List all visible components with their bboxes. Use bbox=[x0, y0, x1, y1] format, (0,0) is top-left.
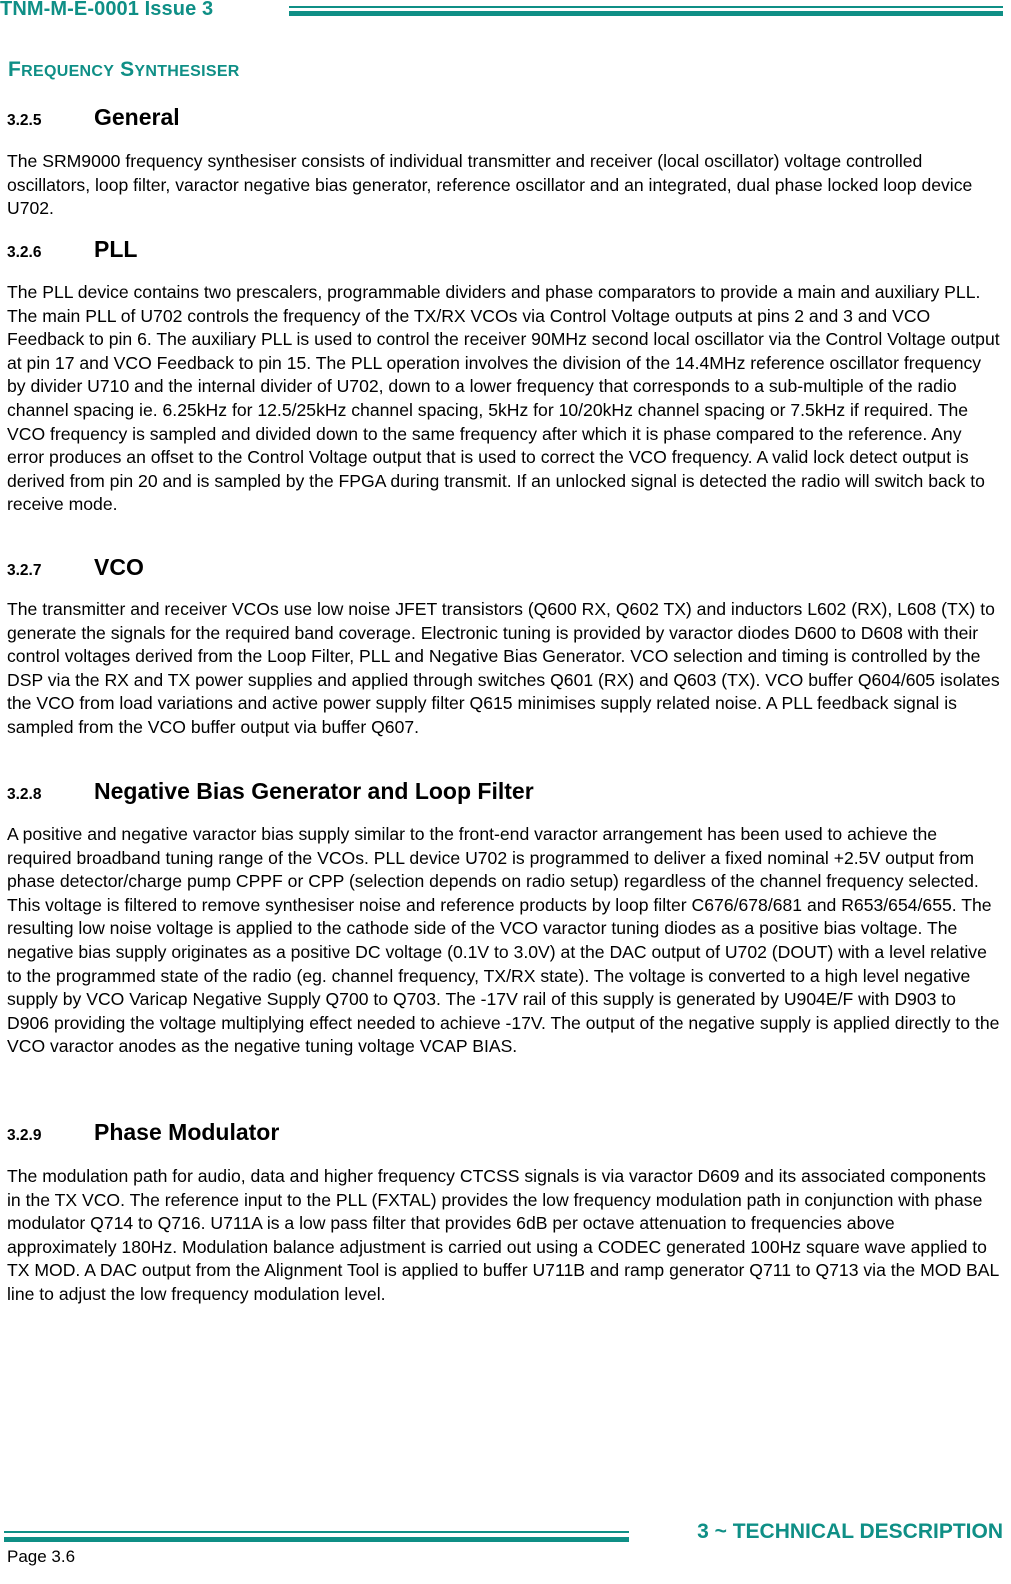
subsection-heading-general bbox=[7, 104, 180, 131]
paragraph-phase-modulator: The modulation path for audio, data and higher frequency CTCSS signals is via varactor D609 and its associated components in the TX VCO. The reference input to the PLL (FXTAL) provides the low frequency modulation path in conjunction with phase modulator Q714 to Q716. U711A is a low pass filter that provides 6dB per octave attenuation to frequencies above approximately 180Hz. Modulation balance adjustment is carried out using a CODEC generated 100Hz square wave applied to TX MOD. A DAC output from the Alignment Tool is applied to buffer U711B and ramp generator Q711 to Q713 via the MOD BAL line to adjust the low frequency modulation level. bbox=[7, 1166, 999, 1304]
subsection-title: Phase Modulator bbox=[94, 1119, 280, 1145]
section-title: FREQUENCY SYNTHESISER bbox=[8, 58, 240, 81]
header-rule-bottom bbox=[289, 11, 1003, 16]
subsection-title: General bbox=[94, 104, 180, 130]
subsection-number: 3.2.8 bbox=[7, 786, 42, 803]
subsection-title: VCO bbox=[94, 554, 144, 580]
subsection-number: 3.2.5 bbox=[7, 112, 42, 129]
footer-rule-bottom bbox=[4, 1537, 629, 1542]
document-id: TNM-M-E-0001 Issue 3 bbox=[0, 0, 214, 20]
paragraph-negative-bias: A positive and negative varactor bias supply similar to the front-end varactor arrangement has been used to achieve the required broadband tuning range of the VCOs. PLL device U702 is programmed to deliver a fixed nominal +2.5V output from phase detector/charge pump CPPF or CPP (selection depends on radio setup) regardless of the channel frequency selected. This voltage is filtered to remove synthesiser noise and reference products by loop filter C676/678/681 and R653/654/655. The resulting low noise voltage is applied to the cathode side of the VCO varactor tuning diodes as a positive bias voltage. The negative bias supply originates as a positive DC voltage (0.1V to 3.0V) at the DAC output of U702 (DOUT) with a level relative to the programmed state of the radio (eg. channel frequency, TX/RX state). The voltage is converted to a high level negative supply by VCO Varicap Negative Supply Q700 to Q703. The -17V rail of this supply is generated by U904E/F with D903 to D906 providing the voltage multiplying effect needed to achieve -17V. The output of the negative supply is applied directly to the VCO varactor anodes as the negative tuning voltage VCAP BIAS. bbox=[7, 824, 1000, 1057]
subsection-heading-pll bbox=[7, 236, 137, 263]
subsection-title: PLL bbox=[94, 236, 138, 262]
paragraph-vco: The transmitter and receiver VCOs use low noise JFET transistors (Q600 RX, Q602 TX) and inductors L602 (RX), L608 (TX) to generate the signals for the required band coverage. Electronic tuning is provided by varactor diodes D600 to D608 with their control voltages derived from the Loop Filter, PLL and Negative Bias Generator. VCO selection and timing is controlled by the DSP via the RX and TX power supplies and applied through switches Q601 (RX) and Q603 (TX). VCO buffer Q604/605 isolates the VCO from load variations and active power supply filter Q615 minimises supply related noise. A PLL feedback signal is sampled from the VCO buffer output via buffer Q607. bbox=[7, 599, 1000, 737]
subsection-title: Negative Bias Generator and Loop Filter bbox=[94, 778, 534, 804]
subsection-number: 3.2.7 bbox=[7, 562, 42, 579]
chapter-title: 3 ~ TECHNICAL DESCRIPTION bbox=[697, 1520, 1003, 1543]
subsection-heading-negative-bias bbox=[7, 778, 534, 805]
subsection-number: 3.2.9 bbox=[7, 1127, 42, 1144]
paragraph-general: The SRM9000 frequency synthesiser consists of individual transmitter and receiver (local oscillator) voltage controlled oscillators, loop filter, varactor negative bias generator, reference oscillator and an integrated, dual phase locked loop device U702. bbox=[7, 151, 973, 219]
subsection-heading-vco bbox=[7, 554, 144, 581]
paragraph-pll: The PLL device contains two prescalers, programmable dividers and phase comparators to provide a main and auxiliary PLL. The main PLL of U702 controls the frequency of the TX/RX VCOs via Control Voltage outputs at pins 2 and 3 and VCO Feedback to pin 6. The auxiliary PLL is used to control the receiver 90MHz second local oscillator via the Control Voltage output at pin 17 and VCO Feedback to pin 15. The PLL operation involves the division of the 14.4MHz reference oscillator frequency by divider U710 and the internal divider of U702, down to a lower frequency that corresponds to a sub-multiple of the radio channel spacing ie. 6.25kHz for 12.5/25kHz channel spacing, 5kHz for 10/20kHz channel spacing or 7.5kHz if required. The VCO frequency is sampled and divided down to the same frequency after which it is phase compared to the reference. Any error produces an offset to the Control Voltage output that is used to correct the VCO frequency. A valid lock detect output is derived from pin 20 and is sampled by the FPGA during transmit. If an unlocked signal is detected the radio will switch back to receive mode. bbox=[7, 282, 1000, 515]
subsection-number: 3.2.6 bbox=[7, 244, 42, 261]
page-number: Page 3.6 bbox=[7, 1547, 76, 1566]
footer-rule-top bbox=[4, 1531, 629, 1533]
header-rule-top bbox=[289, 6, 1003, 8]
subsection-heading-phase-modulator bbox=[7, 1119, 279, 1146]
